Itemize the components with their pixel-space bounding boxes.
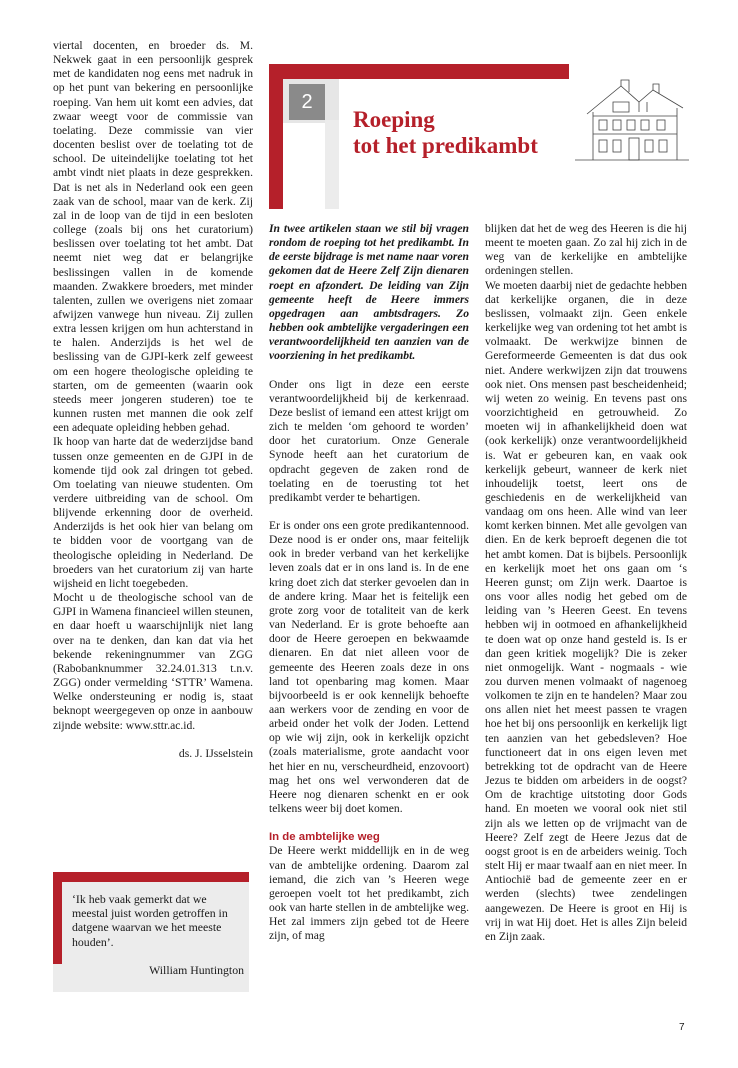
section-heading: In de ambtelijke weg (269, 831, 380, 844)
article-header (269, 64, 689, 209)
article-intro: In twee artikelen staan we stil bij vragen rondom de roeping tot het predikambt. In de eerste bijdrage is met name naar voren gekomen dat de Heere Zelf Zijn dienaren roept en afzondert. De leiding van Zijn gemeente heeft de Heere immers opgedragen aan ambtsdragers. Zo hebben ook ambtelijke vergaderingen een verantwoordelijkheid ten aanzien van de voorziening in het predikambt. (269, 222, 469, 363)
quote-box (53, 872, 249, 992)
quote-accent-left (53, 872, 62, 964)
paragraph: blijken dat het de weg des Heeren is die hij meent te moeten gaan. Zo zal hij zich in de weg van de kerkelijke en ambtelijke ordeningen stellen. (485, 222, 687, 278)
quote-accent-top (53, 872, 249, 882)
paragraph: Onder ons ligt in deze een eerste verantwoordelijkheid bij de kerkenraad. Deze beslist of iemand een attest krijgt om zich te melden ‘om gehoord te worden’ door het curatorium. Onze Generale Synode heeft aan het curatorium de opdracht gegeven de zaken rond de toelating en de toerusting tot het predikambt verder te behartigen. (269, 377, 469, 504)
paragraph: viertal docenten, en broeder ds. M. Nekwek gaat in een persoonlijk gesprek met de kandidaten nog eens met nadruk in op het punt van bekering en persoonlijke roeping. Van hem uit komt een advies, dat zwaar weegt voor de commissie van toelating. Deze commissie van vier docenten beslist over de toelating tot de school. De uiteindelijke toelating tot het ambt vindt niet plaats in deze gesprekken. Dat is net als in Nederland ook een geen zaak van de school, maar van de kerk. Zij zal in de loop van de tijd in een besloten college (zoals bij ons het curatorium) beslissen over toelating tot het ambt. Dat neemt niet weg dat er belangrijke beslissingen vallen in de komende maanden. Zwakkere broeders, met minder talenten, zullen we overigens niet zomaar afwijzen vanwege hun niveau. Zij zullen extra lessen krijgen om hun achterstand in te halen. Anderzijds is het wel de beslissing van de GJPI-kerk zelf geweest om een hogere theologische opleiding te starten, om de gemeenten (waarin ook steeds meer jongeren studeren) toe te kunnen rusten met mannen die ook zelf een adequate opleiding hebben gehad. (53, 39, 253, 435)
header-accent-vertical (269, 64, 283, 209)
middle-column (269, 222, 469, 944)
header-accent-bar (269, 64, 569, 79)
paragraph: Er is onder ons een grote predikantennood. Deze nood is er onder ons, maar feitelijk ook in breder verband van het kerkelijke leven zoals dat er in ons land is. In de ene kring doet zich dat sterker gevoelen dan in de andere kring. Maar het is feitelijk een grote zorg voor de totaliteit van de kerk van Nederland. Er is grote behoefte aan door de Heere geroepen en bekwaamde dienaren. En dat niet alleen voor de gemeente des Heeren zoals deze in ons land tot openbaring mag komen. Maar bijvoorbeeld is er ook kennelijk behoefte aan werkers voor de zending en voor de arbeid onder het volk der Joden. Lettend op wie wij zijn, ook in kerkelijk opzicht (zoals materialisme, grote aandacht voor het hier en nu, verscheurdheid, enzovoort) mag het ons wel verwonderen dat de Heere nog dienaren schenkt en er ook telkens weer bij doet komen. (269, 518, 469, 816)
page-number: 7 (679, 1022, 685, 1033)
right-column (485, 222, 687, 944)
quote-text: ‘Ik heb vaak gemerkt dat we meestal juist worden getroffen in datgene waarvan we het meeste houden’. (72, 892, 228, 949)
left-column (53, 39, 253, 761)
article-title-line: Roeping (353, 107, 435, 132)
author-signature: ds. J. IJsselstein (178, 746, 253, 760)
paragraph: De Heere werkt middellijk en in de weg van de ambtelijke ordening. Daarom zal iemand, die zich van ’s Heeren wege geroepen voelt tot het predikambt, zich ook van harte stellen in de ambtelijke weg. Het zal immers zijn gebed tot de Heere zijn, of mag (269, 844, 469, 943)
paragraph: Mocht u de theologische school van de GJPI in Wamena financieel willen steunen, en daar hoeft u waarschijnlijk niet lang over na te denken, dan kan dat via het bekende rekeningnummer van ZGG (Rabobanknummer 32.24.01.313 t.n.v. ZGG) onder vermelding ‘STTR’ Wamena. Welke ondersteuning er nodig is, staat beknopt weergegeven op onze in aanbouw zijnde website: www.sttr.ac.id. (53, 591, 253, 732)
house-sketch-icon (573, 72, 691, 164)
paragraph: Ik hoop van harte dat de wederzijdse band tussen onze gemeenten en de GJPI in de komende tijd ook zal dringen tot gebed. Om toelating van nieuwe studenten. Om verdere uitbreiding van de school. Om blijvende erkenning door de overheid. Anderzijds is het ook hier van belang om te bidden voor de voortgang van de theologische opleiding in Nederland. De broeders van het curatorium zij van harte wijsheid en licht toegebeden. (53, 435, 253, 590)
paragraph: We moeten daarbij niet de gedachte hebben dat kerkelijke organen, die in deze beslissen, volmaakt zijn. Geen enkele kerkelijke weg van ordening tot het ambt is volmaakt. De werkwijze binnen de Gereformeerde Gemeenten is dat dus ook niet. Andere werkwijzen zijn dat trouwens ook niet. Ons mensen past bescheidenheid; wij weten zo weinig. En tevens past ons voorzichtigheid en getrouwheid. Zo moeten wij in afhankelijkheid doen wat (ook kerkelijk) onze verantwoordelijkheid is. Wat er gebeuren kan, en vaak ook kerkelijk gebeurt, wanneer de kerk niet inhoudelijk toetst, leert ons de geschiedenis en de werkelijkheid van vandaag om ons heen. Alle wind van leer komt kerken binnen. Met alle gevolgen van dien. En de kerk beproeft degenen die tot het ambt komen. Dat is bijbels. Persoonlijk en kerkelijk moet het ons gaan om ‘s Heeren gunst; om Zijn werk. Daartoe is ons voor alles nodig het gebed om de leiding van ’s Heeren Geest. En tevens hebben wij in ootmoed en afhankelijkheid te doen wat op onze hand gesteld is. Is er dan geen kritiek mogelijk? Die is zeker niet onmogelijk. Want - nogmaals - wie zou durven menen volmaakt of nagenoeg volkomen te zijn en te handelen? Maar zou ons allen niet het meest passen te vragen hoe het bij ons persoonlijk en kerkelijk ligt ten aanzien van het gebedsleven? Hoe functioneert dat in ons eigen leven met betrekking tot de opdracht van de Heere Jezus te bidden om arbeiders in de oogst? Om de krachtige uitstoting door Gods hand. En moeten we vooral ook niet stil zijn als we letten op de vrijmacht van de Heere? Zelf zegt de Heere Jezus dat de oogst groot is en de arbeiders weinig. Toch stelt Hij er maar twaalf aan en niet meer. In Antiochië bad de gemeente zeer en er werden (slechts) twee zendelingen aangewezen. De Heere is groot en Hij is vrij in wat Hij doet. Het is alles Zijn beleid en Zijn zaak. (485, 278, 687, 943)
article-title (353, 107, 538, 159)
article-title-line: tot het predikambt (353, 133, 538, 158)
article-number: 2 (289, 84, 325, 120)
quote-author: William Huntington (149, 963, 244, 977)
header-gray-strip (325, 120, 339, 209)
